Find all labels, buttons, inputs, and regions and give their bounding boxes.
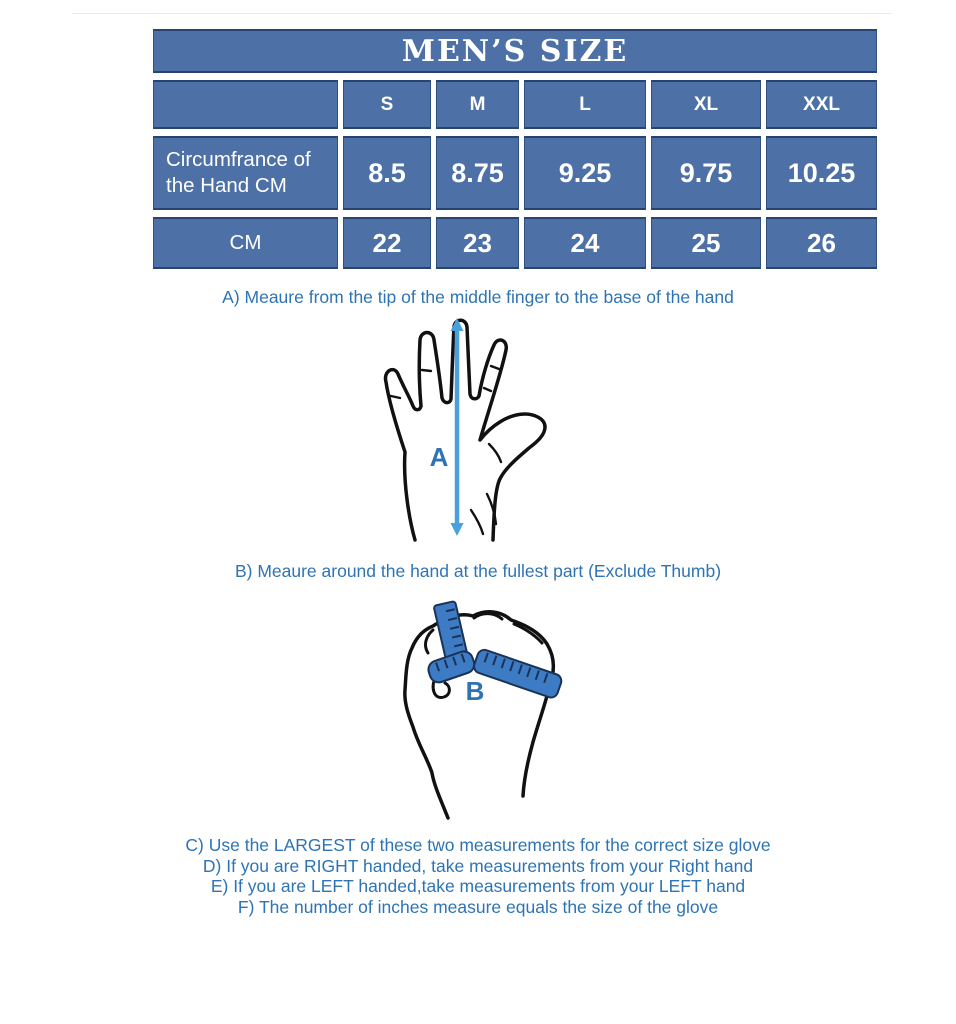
col-header-s: S [343, 80, 431, 129]
cm-l: 24 [524, 217, 646, 269]
col-header-l: L [524, 80, 646, 129]
fist-letter-b: B [465, 676, 485, 706]
instruction-f: F) The number of inches measure equals the size of the glove [237, 896, 719, 917]
col-header-xxl: XXL [766, 80, 877, 129]
hand-letter-a: A [429, 442, 449, 472]
circumference-xxl: 10.25 [766, 136, 877, 210]
instruction-e: E) If you are LEFT handed,take measurements from your LEFT hand [210, 876, 746, 896]
instruction-c: C) Use the LARGEST of these two measurements for the correct size glove [185, 835, 771, 855]
bottom-instructions [0, 835, 956, 917]
circumference-m: 8.75 [436, 136, 519, 210]
col-header-xl: XL [651, 80, 761, 129]
circumference-l: 9.25 [524, 136, 646, 210]
cm-xxl: 26 [766, 217, 877, 269]
row-label-circumference: Circumfrance of the Hand CM [153, 136, 338, 210]
table-title: MEN’S SIZE [153, 29, 877, 73]
instruction-d: D) If you are RIGHT handed, take measurements from your Right hand [202, 855, 754, 876]
cm-xl: 25 [651, 217, 761, 269]
fist-tape-diagram [390, 592, 600, 825]
open-hand-diagram [353, 314, 599, 546]
corner-empty-cell [153, 80, 338, 129]
instruction-a: A) Meaure from the tip of the middle finger to the base of the hand [222, 287, 734, 307]
row-label-cm: CM [153, 217, 338, 269]
circumference-xl: 9.75 [651, 136, 761, 210]
cm-m: 23 [436, 217, 519, 269]
col-header-m: M [436, 80, 519, 129]
top-divider [72, 13, 892, 14]
cm-s: 22 [343, 217, 431, 269]
circumference-s: 8.5 [343, 136, 431, 210]
instruction-b: B) Meaure around the hand at the fullest part (Exclude Thumb) [234, 561, 722, 581]
mens-size-table [153, 29, 877, 269]
